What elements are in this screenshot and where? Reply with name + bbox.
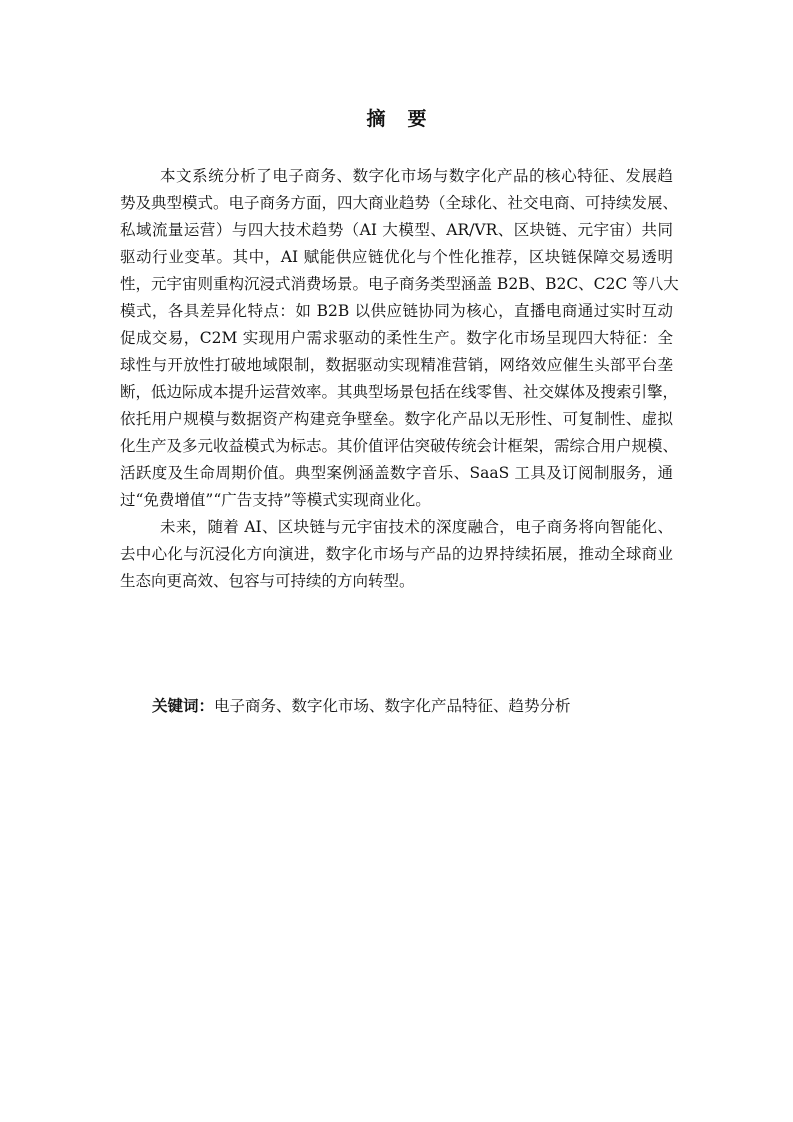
title-char-2: 要 xyxy=(407,108,427,130)
text-line: 去中心化与沉浸化方向演进，数字化市场与产品的边界持续拓展，推动全球商业 xyxy=(120,545,673,563)
paragraph-2 xyxy=(120,514,673,595)
text-line: 模式，各具差异化特点：如 B2B 以供应链协同为核心，直播电商通过实时互动 xyxy=(120,302,673,320)
text-line: 促成交易，C2M 实现用户需求驱动的柔性生产。数字化市场呈现四大特征：全 xyxy=(120,329,673,347)
paragraph-1 xyxy=(120,163,679,514)
text-line: 化生产及多元收益模式为标志。其价值评估突破传统会计框架，需综合用户规模、 xyxy=(120,437,679,455)
text-line: 性，元宇宙则重构沉浸式消费场景。电子商务类型涵盖 B2B、B2C、C2C 等八大 xyxy=(120,275,679,293)
text-line: 驱动行业变革。其中，AI 赋能供应链优化与个性化推荐，区块链保障交易透明 xyxy=(120,248,673,266)
text-line: 本文系统分析了电子商务、数字化市场与数字化产品的核心特征、发展趋 xyxy=(160,167,673,185)
text-line: 断，低边际成本提升运营效率。其典型场景包括在线零售、社交媒体及搜索引擎， xyxy=(120,383,679,401)
keywords-label: 关键词： xyxy=(152,697,215,715)
text-line: 生态向更高效、包容与可持续的方向转型。 xyxy=(120,572,415,590)
text-line: 私域流量运营）与四大技术趋势（AI 大模型、AR/VR、区块链、元宇宙）共同 xyxy=(120,221,673,239)
text-line: 势及典型模式。电子商务方面，四大商业趋势（全球化、社交电商、可持续发展、 xyxy=(120,194,679,212)
abstract-body xyxy=(120,163,679,595)
text-line: 活跃度及生命周期价值。典型案例涵盖数字音乐、SaaS 工具及订阅制服务，通 xyxy=(120,464,673,482)
keywords-value: 电子商务、数字化市场、数字化产品特征、趋势分析 xyxy=(214,697,571,715)
keywords-line xyxy=(152,693,571,720)
text-line: 未来，随着 AI、区块链与元宇宙技术的深度融合，电子商务将向智能化、 xyxy=(160,518,673,536)
abstract-title xyxy=(0,104,793,131)
text-line: 球性与开放性打破地域限制，数据驱动实现精准营销，网络效应催生头部平台垄 xyxy=(120,356,673,374)
text-line: 过“免费增值”“广告支持”等模式实现商业化。 xyxy=(120,491,431,509)
title-char-1: 摘 xyxy=(366,108,386,130)
text-line: 依托用户规模与数据资产构建竞争壁垒。数字化产品以无形性、可复制性、虚拟 xyxy=(120,410,673,428)
